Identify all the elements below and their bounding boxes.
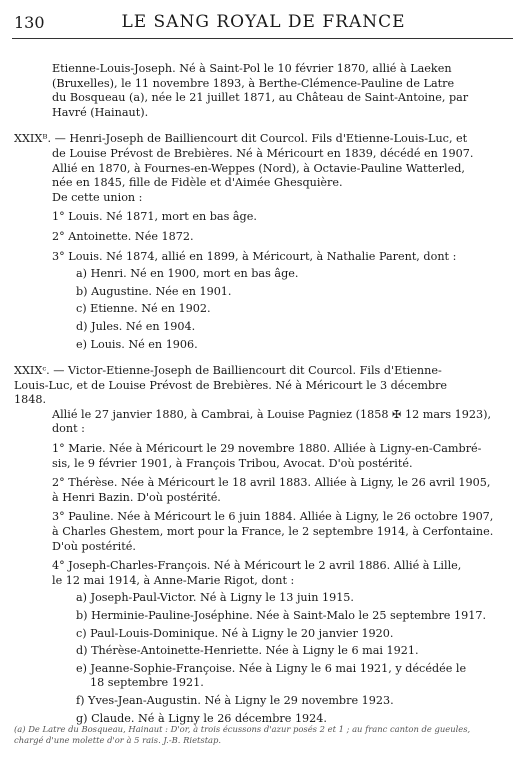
child-entry-line: 2° Thérèse. Née à Méricourt le 18 avril 1883. Alliée à Ligny, le 26 avril 1905, (52, 476, 491, 490)
section-heading-c: XXIXᶜ. — Victor-Etienne-Joseph de Bailliencourt dit Courcol. Fils d'Etienne- (14, 364, 442, 378)
child-entry-line: le 12 mai 1914, à Anne-Marie Rigot, dont : (52, 573, 295, 587)
section-b-line: De cette union : (52, 190, 143, 204)
grandchild-entry: a) Joseph-Paul-Victor. Né à Ligny le 13 juin 1915. (76, 591, 354, 605)
intro-line: Etienne-Louis-Joseph. Né à Saint-Pol le 10 février 1870, allié à Laeken (52, 62, 452, 75)
section-b-line: de Louise Prévost de Brebières. Né à Méricourt en 1839, décédé en 1907. (52, 146, 474, 160)
grandchild-entry: a) Henri. Né en 1900, mort en bas âge. (76, 267, 299, 281)
section-b-line: née en 1845, fille de Fidèle et d'Aimée Ghesquière. (52, 176, 343, 190)
child-entry-line: à Henri Bazin. D'où postérité. (52, 490, 221, 504)
header-rule (12, 38, 513, 39)
grandchild-entry: b) Augustine. Née en 1901. (76, 284, 232, 298)
section-c-line: Allié le 27 janvier 1880, à Cambrai, à Louise Pagniez (1858 ✠ 12 mars 1923), (52, 407, 492, 421)
intro-line: (Bruxelles), le 11 novembre 1893, à Berthe-Clémence-Pauline de Latre (52, 76, 455, 90)
section-b-line: Allié en 1870, à Fournes-en-Weppes (Nord), à Octavie-Pauline Watterled, (52, 161, 465, 175)
section-c-line: 1848. (14, 393, 47, 407)
footnote-line: chargé d'une molette d'or à 5 rais. J.-B. Rietstap. (14, 735, 222, 745)
grandchild-entry: f) Yves-Jean-Augustin. Né à Ligny le 29 novembre 1923. (76, 693, 394, 707)
intro-line: Havré (Hainaut). (52, 105, 149, 119)
page-header (14, 12, 513, 36)
grandchild-entry: d) Jules. Né en 1904. (76, 319, 196, 333)
child-entry-line: à Charles Ghestem, mort pour la France, le 2 septembre 1914, à Cerfontaine. (52, 525, 494, 539)
section-heading-b: XXIXᴮ. — Henri-Joseph de Bailliencourt dit Courcol. Fils d'Etienne-Louis-Luc, et (14, 132, 468, 146)
child-entry-line: 3° Pauline. Née à Méricourt le 6 juin 1884. Alliée à Ligny, le 26 octobre 1907, (52, 510, 494, 524)
child-entry: 1° Louis. Né 1871, mort en bas âge. (52, 210, 257, 224)
child-entry: 3° Louis. Né 1874, allié en 1899, à Méricourt, à Nathalie Parent, dont : (52, 249, 457, 263)
grandchild-entry: d) Thérèse-Antoinette-Henriette. Née à Ligny le 6 mai 1921. (76, 644, 419, 658)
child-entry-line: D'où postérité. (52, 539, 136, 553)
footnote-line: (a) De Latre du Bosqueau, Hainaut : D'or, à trois écussons d'azur posés 2 et 1 ; au franc canton de gueules, (14, 724, 471, 734)
grandchild-entry: e) Louis. Né en 1906. (76, 337, 198, 351)
section-c-line: Louis-Luc, et de Louise Prévost de Brebières. Né à Méricourt le 3 décembre (14, 378, 448, 392)
grandchild-entry: g) Claude. Né à Ligny le 26 décembre 1924. (76, 711, 327, 725)
child-entry-line: 1° Marie. Née à Méricourt le 29 novembre 1880. Alliée à Ligny-en-Cambré- (52, 442, 482, 456)
grandchild-entry: e) Jeanne-Sophie-Françoise. Née à Ligny le 6 mai 1921, y décédée le (76, 661, 467, 675)
grandchild-entry: c) Paul-Louis-Dominique. Né à Ligny le 20 janvier 1920. (76, 626, 394, 640)
grandchild-entry: b) Herminie-Pauline-Joséphine. Née à Saint-Malo le 25 septembre 1917. (76, 609, 487, 622)
grandchild-entry-cont: 18 septembre 1921. (90, 676, 204, 690)
intro-line: du Bosqueau (a), née le 21 juillet 1871, au Château de Saint-Antoine, par (52, 91, 469, 105)
page-number: 130 (14, 13, 45, 32)
child-entry-line: sis, le 9 février 1901, à François Tribou, Avocat. D'où postérité. (52, 456, 413, 470)
section-c-line: dont : (52, 422, 85, 436)
running-title: LE SANG ROYAL DE FRANCE (121, 12, 406, 32)
grandchild-entry: c) Etienne. Né en 1902. (76, 302, 211, 316)
child-entry: 2° Antoinette. Née 1872. (52, 229, 194, 243)
page-body (14, 62, 515, 726)
footnote (14, 724, 515, 746)
child-entry-line: 4° Joseph-Charles-François. Né à Méricourt le 2 avril 1886. Allié à Lille, (52, 559, 462, 573)
